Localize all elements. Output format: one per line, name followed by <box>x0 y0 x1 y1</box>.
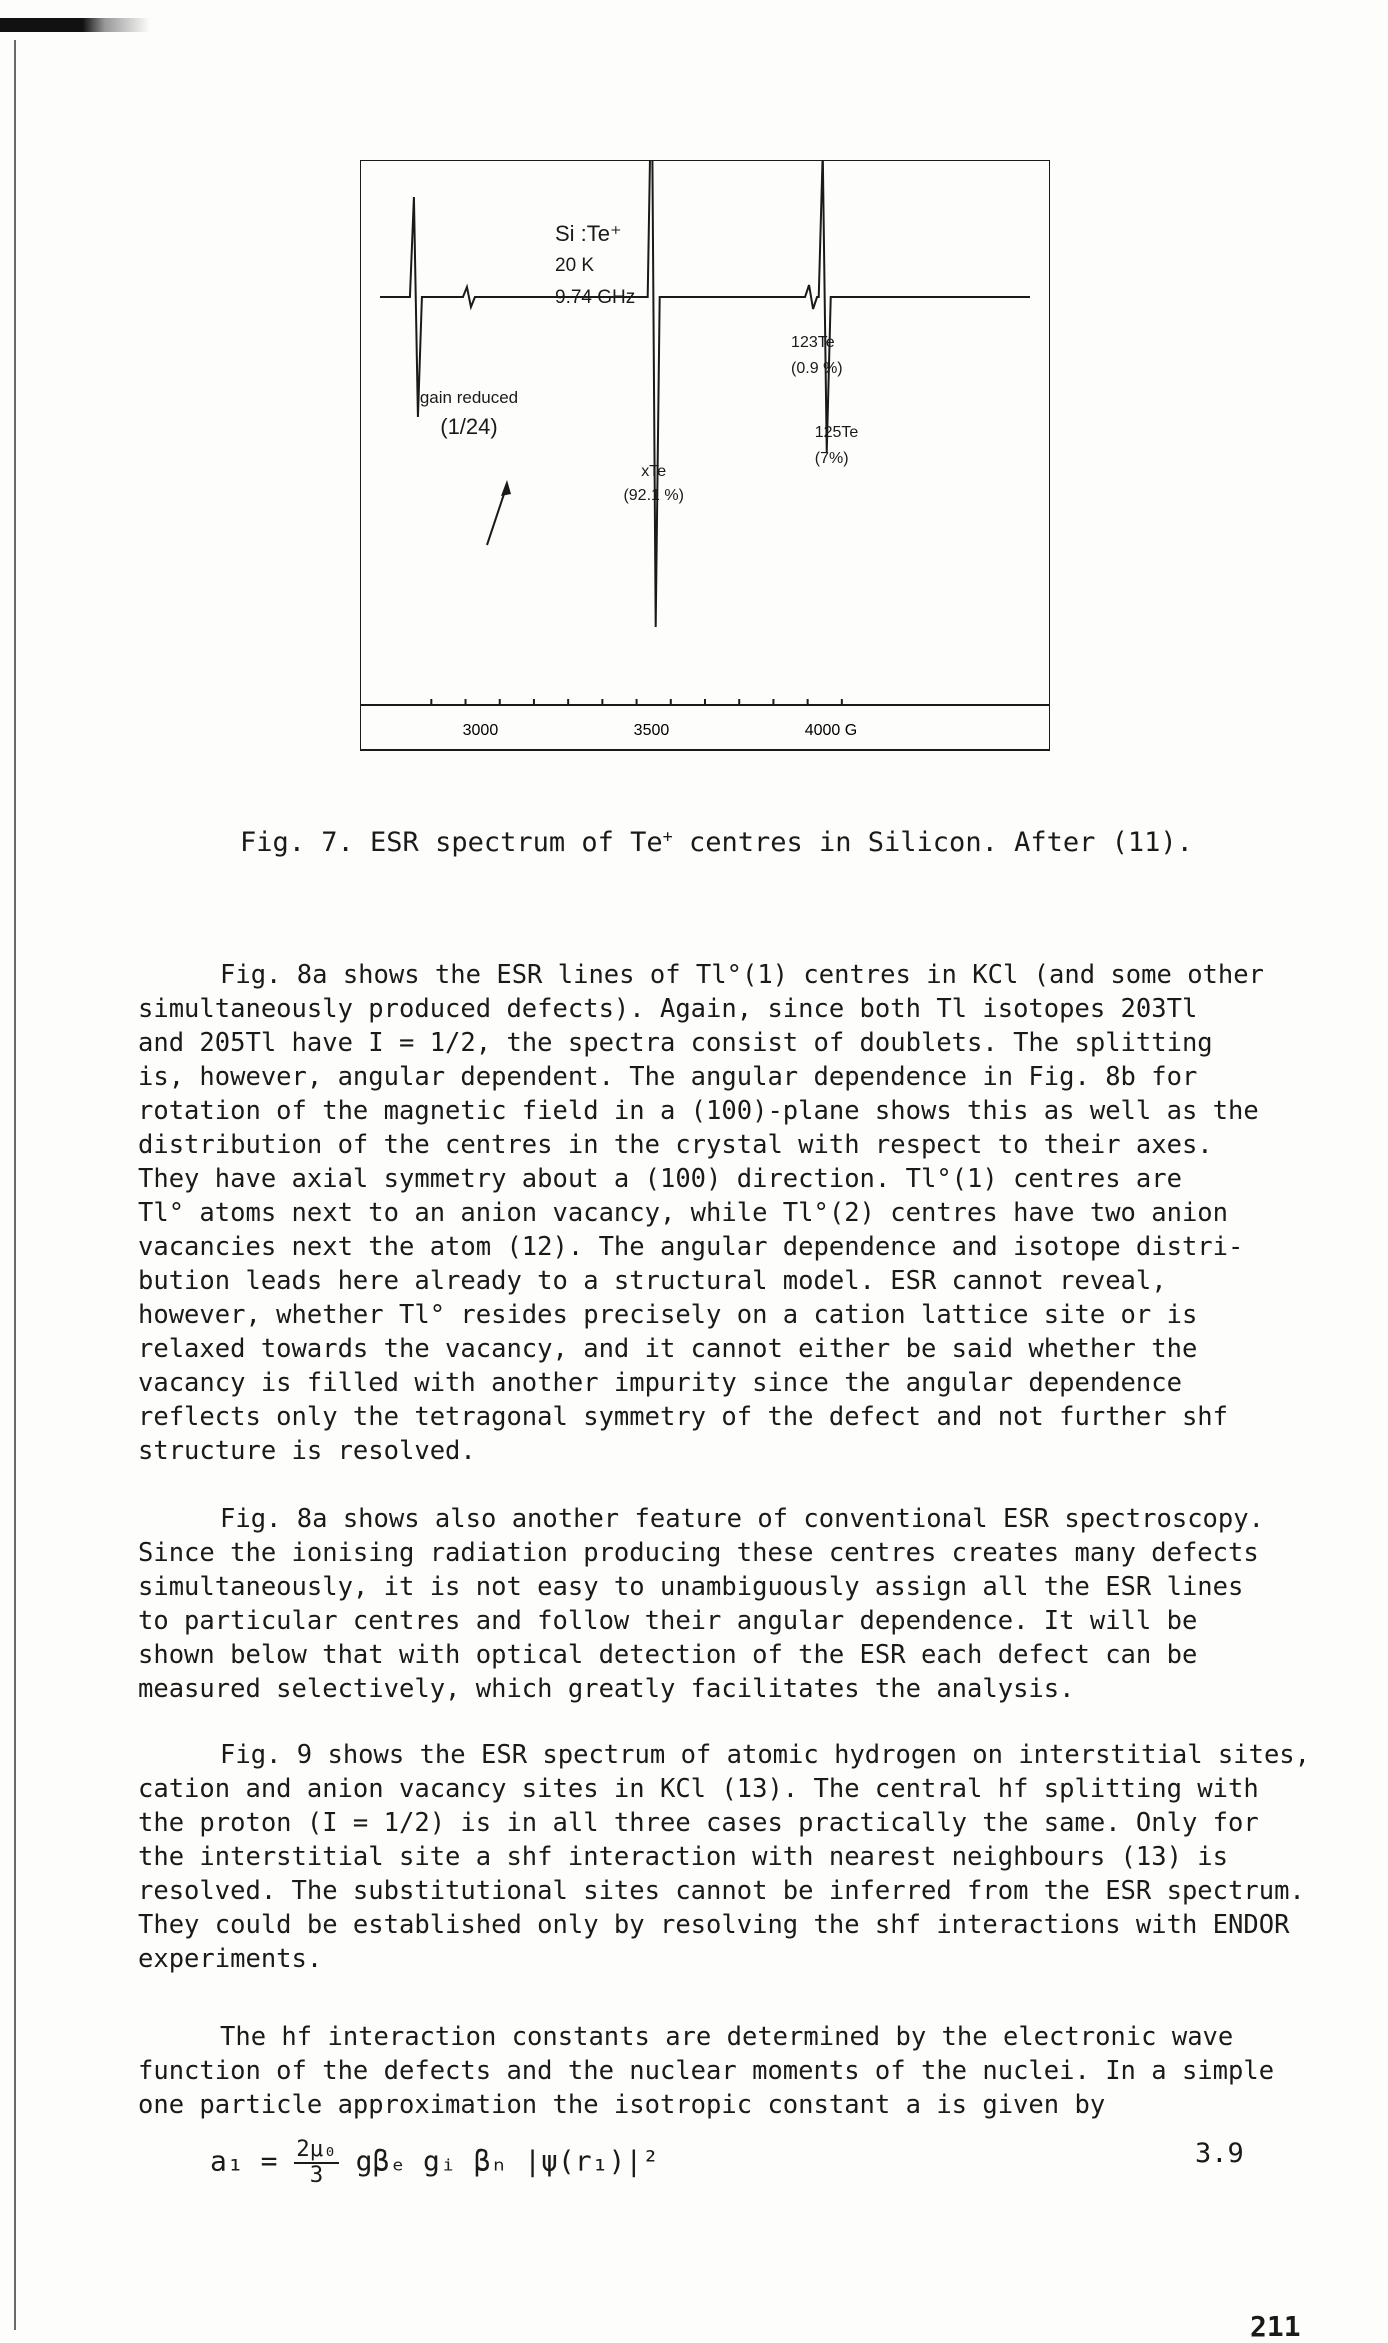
text-line: vacancy is filled with another impurity since the angular dependence <box>138 1368 1182 1398</box>
equation-frac-denominator: 3 <box>309 2161 324 2188</box>
binding-margin-line <box>14 40 16 2330</box>
equation-3-9 <box>210 2138 659 2187</box>
page-number: 211 <box>1250 2310 1301 2343</box>
equation-number: 3.9 <box>1195 2138 1244 2169</box>
text-line: Fig. 9 shows the ESR spectrum of atomic hydrogen on interstitial sites, <box>220 1740 1311 1770</box>
paragraph-2 <box>138 1502 1288 1706</box>
text-line: rotation of the magnetic field in a (100)-plane shows this as well as the <box>138 1096 1259 1126</box>
text-line: to particular centres and follow their angular dependence. It will be <box>138 1606 1198 1636</box>
caption-suffix: centres in Silicon. After (11). <box>672 827 1193 859</box>
peak-isotope-xte: xTe <box>641 463 667 480</box>
equation-rhs: gβₑ gᵢ βₙ |ψ(r₁)|² <box>355 2144 660 2178</box>
text-line: simultaneously produced defects). Again, since both Tl isotopes 203Tl <box>138 994 1198 1024</box>
text-line: shown below that with optical detection of the ESR each defect can be <box>138 1640 1198 1670</box>
equation-frac-numerator: 2μ₀ <box>296 2136 337 2162</box>
scan-artifact <box>0 18 150 32</box>
text-line: resolved. The substitutional sites cannot be inferred from the ESR spectrum. <box>138 1876 1305 1906</box>
paragraph-3 <box>138 1738 1311 1976</box>
peak-isotope-125te: 125Te <box>814 424 859 441</box>
figure-frame <box>360 160 1050 750</box>
text-line: the interstitial site a shf interaction with nearest neighbours (13) is <box>138 1842 1229 1872</box>
figure-caption <box>240 826 1193 858</box>
peak-abundance-xte: (92.1 %) <box>623 487 684 504</box>
text-line: experiments. <box>138 1944 323 1974</box>
text-line: one particle approximation the isotropic constant a is given by <box>138 2090 1106 2120</box>
peak-abundance-123te: (0.9 %) <box>791 360 843 377</box>
text-line: reflects only the tetragonal symmetry of the defect and not further shf <box>138 1402 1229 1432</box>
axis-tick-label-3000: 3000 <box>462 722 499 739</box>
text-line: bution leads here already to a structural model. ESR cannot reveal, <box>138 1266 1167 1296</box>
text-line: relaxed towards the vacancy, and it cannot either be said whether the <box>138 1334 1198 1364</box>
text-line: is, however, angular dependent. The angular dependence in Fig. 8b for <box>138 1062 1198 1092</box>
paragraph-4 <box>138 2020 1288 2122</box>
gain-annotation-value: (1/24) <box>440 414 498 439</box>
text-line: distribution of the centres in the crystal with respect to their axes. <box>138 1130 1213 1160</box>
peak-label-125te <box>815 420 859 472</box>
axis-tick-label-3500: 3500 <box>633 722 670 739</box>
text-line: function of the defects and the nuclear moments of the nuclei. In a simple <box>138 2056 1275 2086</box>
peak-label-xte <box>604 460 704 508</box>
gain-arrow-head <box>501 480 511 496</box>
text-line: the proton (I = 1/2) is in all three cases practically the same. Only for <box>138 1808 1259 1838</box>
figure-7 <box>360 160 1050 770</box>
peak-isotope-123te: 123Te <box>791 334 835 351</box>
text-line: simultaneously, it is not easy to unambiguously assign all the ESR lines <box>138 1572 1244 1602</box>
caption-superscript: + <box>662 826 673 846</box>
text-line: They have axial symmetry about a (100) direction. Tl°(1) centres are <box>138 1164 1182 1194</box>
text-line: cation and anion vacancy sites in KCl (13). The central hf splitting with <box>138 1774 1259 1804</box>
caption-prefix: Fig. 7. ESR spectrum of Te <box>240 827 663 859</box>
text-line: Since the ionising radiation producing these centres creates many defects <box>138 1538 1259 1568</box>
text-line: however, whether Tl° resides precisely on a cation lattice site or is <box>138 1300 1198 1330</box>
esr-spectrum-chart <box>360 160 1050 770</box>
text-line: They could be established only by resolving the shf interactions with ENDOR <box>138 1910 1290 1940</box>
text-line: Fig. 8a shows also another feature of conventional ESR spectroscopy. <box>220 1504 1264 1534</box>
sample-label <box>555 218 635 314</box>
peak-abundance-125te: (7%) <box>814 450 849 467</box>
text-line: Tl° atoms next to an anion vacancy, while Tl°(2) centres have two anion <box>138 1198 1229 1228</box>
equation-lhs: a₁ <box>210 2144 244 2178</box>
text-line: and 205Tl have I = 1/2, the spectra consist of doublets. The splitting <box>138 1028 1213 1058</box>
gain-annotation <box>404 388 534 440</box>
text-line: structure is resolved. <box>138 1436 476 1466</box>
text-line: The hf interaction constants are determined by the electronic wave <box>220 2022 1234 2052</box>
gain-annotation-text: gain reduced <box>419 388 519 407</box>
axis-tick-label-4000: 4000 G <box>804 722 858 739</box>
text-line: vacancies next the atom (12). The angular dependence and isotope distri- <box>138 1232 1244 1262</box>
sample-line-frequency: 9.74 GHz <box>555 287 636 308</box>
paragraph-1 <box>138 958 1288 1468</box>
sample-line-temperature: 20 K <box>555 255 595 276</box>
text-line: measured selectively, which greatly facilitates the analysis. <box>138 1674 1075 1704</box>
text-line: Fig. 8a shows the ESR lines of Tl°(1) centres in KCl (and some other <box>220 960 1264 990</box>
peak-label-123te <box>791 330 843 382</box>
equation-fraction <box>294 2138 338 2187</box>
sample-line-material: Si :Te⁺ <box>555 221 622 246</box>
equation-equals: = <box>260 2144 278 2178</box>
